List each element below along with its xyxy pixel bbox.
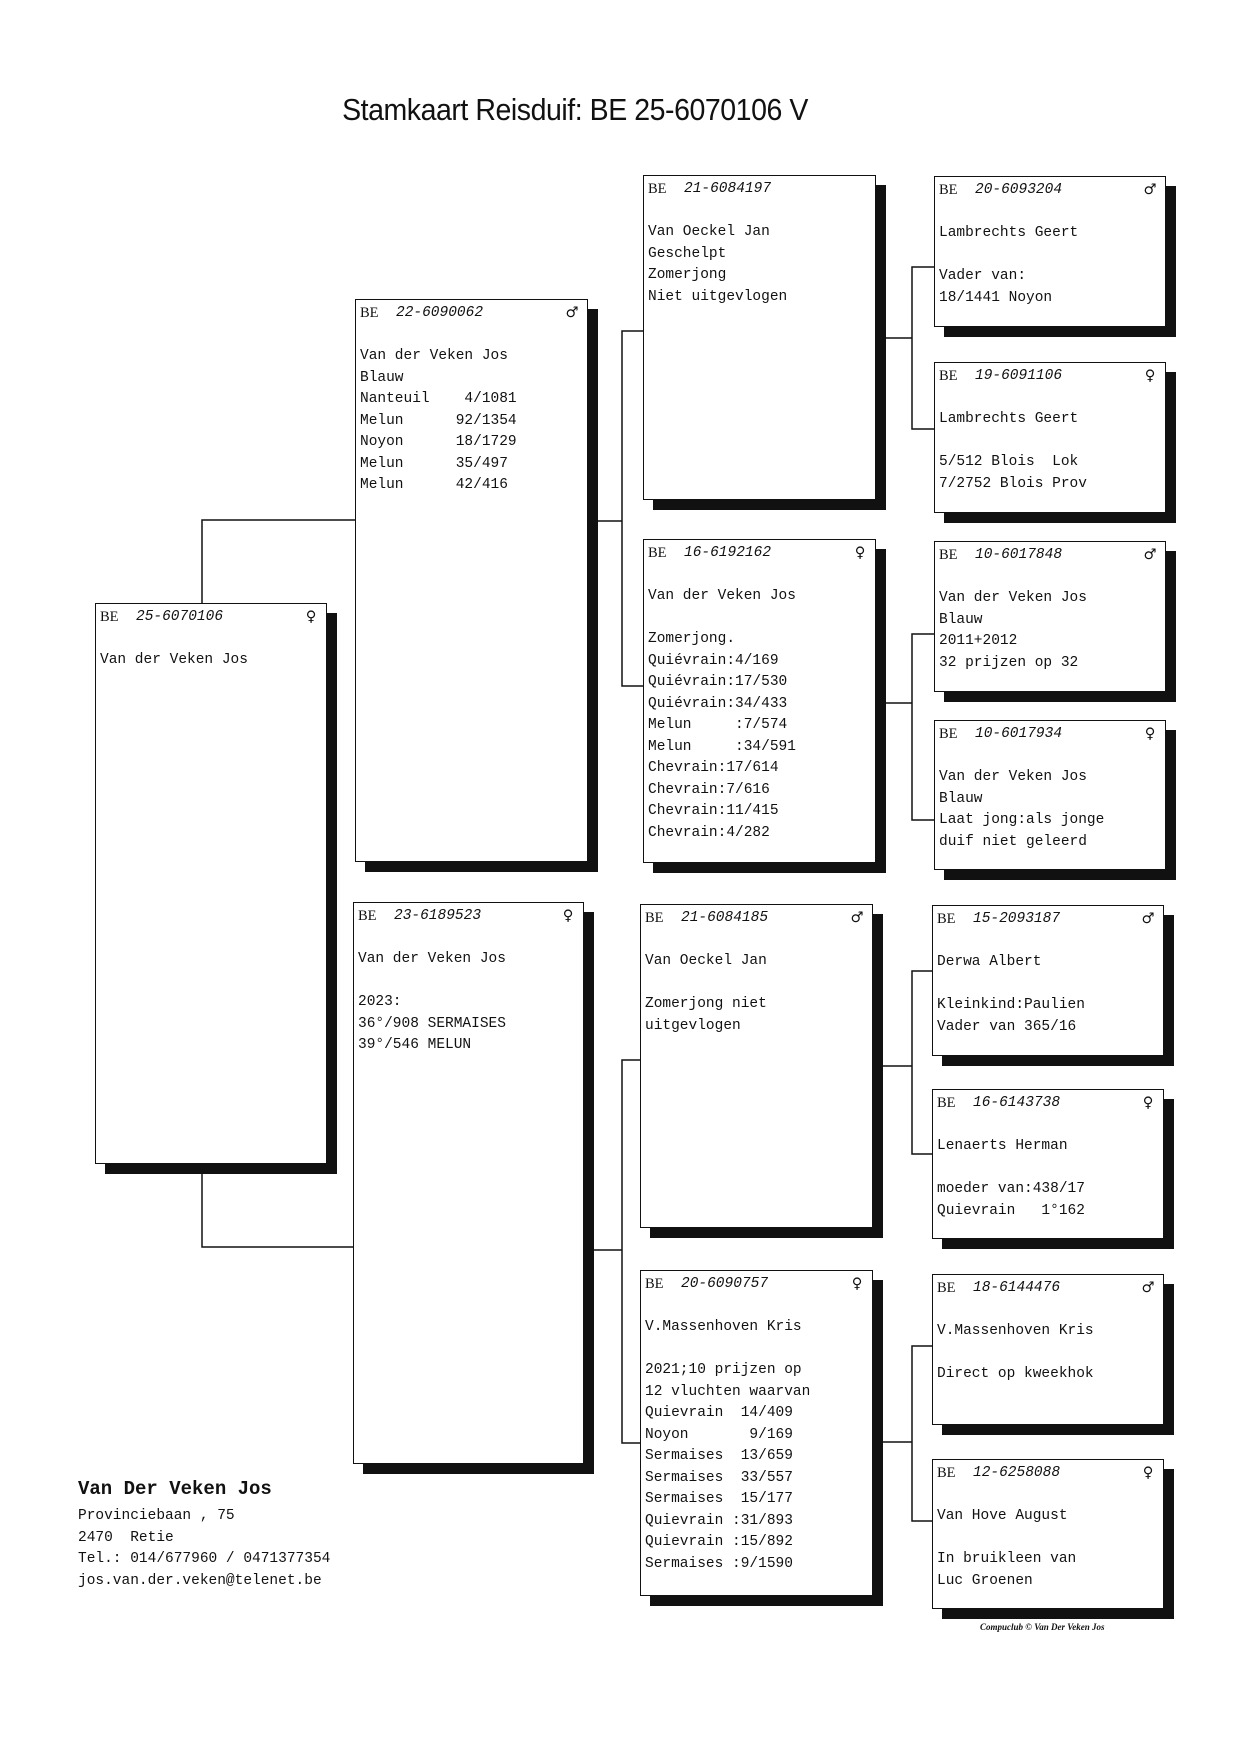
note-line: Laat jong:als jonge <box>939 812 1105 828</box>
note-line: Blauw <box>939 790 983 807</box>
ring-number: 23-6189523 <box>394 908 482 924</box>
pigeon-card-sire <box>355 299 588 862</box>
card-header <box>939 545 1161 567</box>
sex-icon: ♀ <box>1144 368 1156 384</box>
ring-number: 10-6017934 <box>975 726 1063 742</box>
note-line: Zomerjong niet <box>645 996 767 1012</box>
note-line: 2011+2012 <box>939 633 1018 649</box>
ring-number: 16-6143738 <box>973 1095 1061 1111</box>
note-line: Quievrain :31/893 <box>645 1512 793 1529</box>
note-line: Chevrain:7/616 <box>648 781 770 798</box>
country-code: BE <box>937 1095 956 1111</box>
owner-email: jos.van.der.veken@telenet.be <box>78 1572 322 1589</box>
ring-number: 19-6091106 <box>975 368 1063 384</box>
ring-number: 20-6093204 <box>975 182 1063 198</box>
pigeon-card-dam <box>353 902 584 1464</box>
card-notes <box>937 1136 1159 1222</box>
country-code: BE <box>645 1276 664 1292</box>
connector-sire <box>202 520 355 603</box>
note-line: In bruikleen van <box>937 1551 1077 1567</box>
card-header <box>360 303 583 325</box>
ring-number: 18-6144476 <box>973 1280 1061 1296</box>
card-notes <box>100 650 322 672</box>
note-line: Melun :7/574 <box>648 717 788 733</box>
owner-name: Van Der Veken Jos <box>78 1478 272 1500</box>
card-header <box>937 1093 1159 1115</box>
country-code: BE <box>360 305 379 321</box>
note-line: Chevrain:17/614 <box>648 760 779 776</box>
note-line <box>648 608 871 630</box>
note-line: moeder van:438/17 <box>937 1181 1085 1197</box>
card-notes <box>937 952 1159 1038</box>
country-code: BE <box>937 1280 956 1296</box>
country-code: BE <box>939 182 958 198</box>
sex-icon: ♂ <box>1143 182 1157 198</box>
note-line: Quievrain 1°162 <box>937 1202 1085 1219</box>
note-line: Van Oeckel Jan <box>645 953 767 969</box>
card-header <box>939 180 1161 202</box>
note-line: V.Massenhoven Kris <box>645 1319 802 1335</box>
note-line: 39°/546 MELUN <box>358 1037 472 1053</box>
owner-contact <box>78 1478 330 1592</box>
note-line: V.Massenhoven Kris <box>937 1323 1094 1339</box>
note-line: duif niet geleerd <box>939 833 1087 850</box>
country-code: BE <box>939 547 958 563</box>
note-line: uitgevlogen <box>645 1017 741 1034</box>
pigeon-card-ddd <box>932 1459 1164 1609</box>
card-notes <box>645 1317 868 1575</box>
note-line: Direct op kweekhok <box>937 1366 1094 1382</box>
connector-sire-parents <box>622 331 643 686</box>
note-line <box>645 1339 868 1361</box>
sex-icon: ♂ <box>1141 911 1155 927</box>
card-notes <box>939 588 1161 674</box>
ring-number: 15-2093187 <box>973 911 1061 927</box>
sex-icon: ♀ <box>305 609 317 625</box>
pigeon-card-sds <box>934 541 1166 692</box>
note-line: Van der Veken Jos <box>100 652 248 668</box>
country-code: BE <box>645 910 664 926</box>
country-code: BE <box>939 368 958 384</box>
pigeon-card-ss <box>643 175 876 500</box>
country-code: BE <box>648 545 667 561</box>
note-line: Quiévrain:4/169 <box>648 652 779 669</box>
note-line: Melun :34/591 <box>648 738 796 755</box>
pigeon-card-sss <box>934 176 1166 327</box>
note-line <box>939 245 1161 267</box>
note-line: 7/2752 Blois Prov <box>939 475 1087 492</box>
note-line: Van der Veken Jos <box>939 769 1087 785</box>
note-line: Blauw <box>360 369 404 386</box>
note-line: Kleinkind:Paulien <box>937 997 1085 1013</box>
note-line: Lenaerts Herman <box>937 1138 1068 1154</box>
note-line: Quievrain 14/409 <box>645 1405 793 1421</box>
card-notes <box>648 222 871 308</box>
card-notes <box>939 409 1161 495</box>
pigeon-card-sdd <box>934 720 1166 870</box>
country-code: BE <box>100 609 119 625</box>
card-notes <box>360 346 583 497</box>
country-code: BE <box>939 726 958 742</box>
software-credit: Compuclub © Van Der Veken Jos <box>980 1622 1105 1632</box>
note-line: Nanteuil 4/1081 <box>360 391 517 407</box>
note-line: Van der Veken Jos <box>360 348 508 364</box>
note-line: Vader van: <box>939 268 1027 284</box>
ring-number: 25-6070106 <box>136 609 224 625</box>
note-line: Van Hove August <box>937 1508 1068 1524</box>
owner-city: 2470 Retie <box>78 1529 174 1546</box>
card-notes <box>939 767 1161 853</box>
note-line <box>937 1343 1159 1365</box>
pigeon-card-dds <box>932 1274 1164 1425</box>
note-line: Lambrechts Geert <box>939 225 1079 241</box>
note-line: 18/1441 Noyon <box>939 289 1053 306</box>
note-line: Niet uitgevlogen <box>648 288 788 305</box>
note-line: Chevrain:4/282 <box>648 824 770 841</box>
card-header <box>648 543 871 565</box>
pigeon-card-dss <box>932 905 1164 1056</box>
pigeon-card-sd <box>643 539 876 863</box>
note-line: Van der Veken Jos <box>648 588 796 604</box>
sex-icon: ♂ <box>565 305 579 321</box>
pigeon-card-ds <box>640 904 873 1228</box>
country-code: BE <box>937 911 956 927</box>
card-header <box>939 724 1161 746</box>
note-line: Melun 42/416 <box>360 477 508 493</box>
card-header <box>937 1278 1159 1300</box>
ring-number: 10-6017848 <box>975 547 1063 563</box>
note-line: Van der Veken Jos <box>358 951 506 967</box>
note-line: 2023: <box>358 994 402 1010</box>
note-line: Sermaises 33/557 <box>645 1469 793 1486</box>
note-line: Quievrain :15/892 <box>645 1534 793 1550</box>
ring-number: 16-6192162 <box>684 545 772 561</box>
note-line: Chevrain:11/415 <box>648 803 779 819</box>
note-line: Zomerjong <box>648 267 727 283</box>
card-header <box>645 908 868 930</box>
country-code: BE <box>648 181 667 197</box>
sex-icon: ♂ <box>1141 1280 1155 1296</box>
note-line <box>645 973 868 995</box>
sex-icon: ♀ <box>562 908 574 924</box>
card-notes <box>648 586 871 844</box>
pigeon-card-ssd <box>934 362 1166 513</box>
card-notes <box>937 1321 1159 1386</box>
note-line: Melun 35/497 <box>360 455 508 472</box>
note-line: Quiévrain:17/530 <box>648 674 788 690</box>
owner-phone: Tel.: 014/677960 / 0471377354 <box>78 1551 331 1567</box>
note-line: Vader van 365/16 <box>937 1018 1077 1035</box>
sex-icon: ♀ <box>1142 1465 1154 1481</box>
pigeon-card-subject <box>95 603 327 1164</box>
card-header <box>937 1463 1159 1485</box>
ring-number: 21-6084197 <box>684 181 772 197</box>
note-line: Van Oeckel Jan <box>648 224 770 240</box>
country-code: BE <box>358 908 377 924</box>
card-header <box>358 906 579 928</box>
note-line: 32 prijzen op 32 <box>939 654 1079 671</box>
pigeon-card-dsd <box>932 1089 1164 1239</box>
note-line: Lambrechts Geert <box>939 411 1079 427</box>
note-line <box>937 1528 1159 1550</box>
card-header <box>645 1274 868 1296</box>
sex-icon: ♀ <box>1144 726 1156 742</box>
card-header <box>648 179 871 201</box>
note-line: Sermaises :9/1590 <box>645 1555 793 1572</box>
note-line: Noyon 9/169 <box>645 1426 793 1443</box>
owner-address: Provinciebaan , 75 <box>78 1508 235 1524</box>
sex-icon: ♀ <box>854 545 866 561</box>
page-title: Stamkaart Reisduif: BE 25-6070106 V <box>342 92 808 127</box>
connector-dam <box>202 1164 353 1247</box>
ring-number: 12-6258088 <box>973 1465 1061 1481</box>
ring-number: 20-6090757 <box>681 1276 769 1292</box>
note-line: Luc Groenen <box>937 1572 1033 1589</box>
note-line: Sermaises 13/659 <box>645 1448 793 1464</box>
note-line: 12 vluchten waarvan <box>645 1383 811 1400</box>
note-line: Blauw <box>939 611 983 628</box>
card-header <box>939 366 1161 388</box>
note-line: Van der Veken Jos <box>939 590 1087 606</box>
note-line: Derwa Albert <box>937 954 1042 970</box>
ring-number: 22-6090062 <box>396 305 484 321</box>
sex-icon: ♂ <box>1143 547 1157 563</box>
note-line: Quiévrain:34/433 <box>648 695 788 712</box>
note-line <box>358 971 579 993</box>
pigeon-card-dd <box>640 1270 873 1596</box>
note-line: 36°/908 SERMAISES <box>358 1015 506 1032</box>
note-line <box>937 1158 1159 1180</box>
card-notes <box>645 951 868 1037</box>
note-line: Noyon 18/1729 <box>360 434 517 450</box>
sex-icon: ♂ <box>850 910 864 926</box>
note-line: Sermaises 15/177 <box>645 1491 793 1507</box>
card-header <box>937 909 1159 931</box>
card-header <box>100 607 322 629</box>
note-line: Melun 92/1354 <box>360 412 517 429</box>
card-notes <box>937 1506 1159 1592</box>
country-code: BE <box>937 1465 956 1481</box>
card-notes <box>939 223 1161 309</box>
sex-icon <box>849 179 871 201</box>
note-line <box>937 974 1159 996</box>
note-line: 5/512 Blois Lok <box>939 454 1079 470</box>
ring-number: 21-6084185 <box>681 910 769 926</box>
note-line: 2021;10 prijzen op <box>645 1362 802 1378</box>
note-line: Zomerjong. <box>648 631 736 647</box>
sex-icon: ♀ <box>851 1276 863 1292</box>
card-notes <box>358 949 579 1057</box>
note-line <box>939 431 1161 453</box>
note-line: Geschelpt <box>648 245 727 262</box>
sex-icon: ♀ <box>1142 1095 1154 1111</box>
